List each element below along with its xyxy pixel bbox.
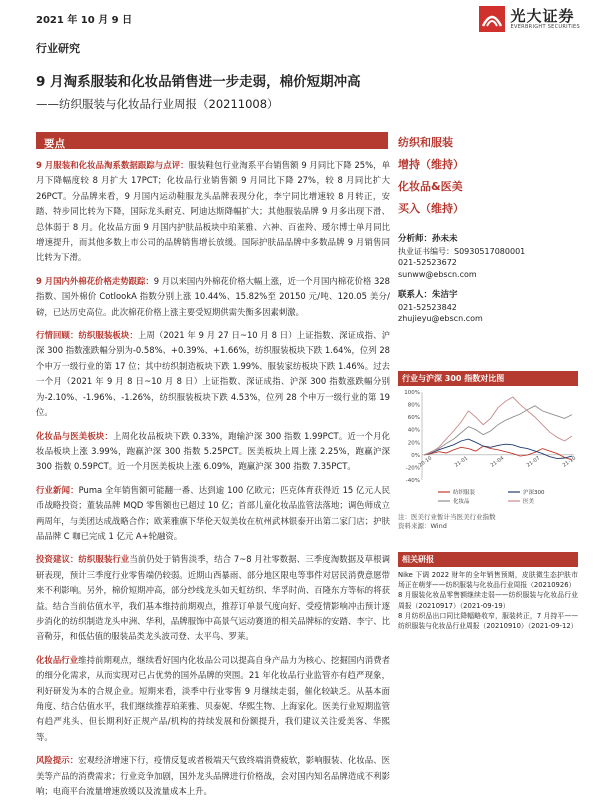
index-comparison-chart <box>398 388 578 510</box>
chart-data-source: 资料来源：Wind <box>398 522 447 530</box>
related-reports-title: 相关研报 <box>398 552 578 567</box>
report-subtitle: ——纺织服装与化妆品行业周报（20211008） <box>36 97 279 111</box>
paragraph-lead: 化妆品行业 <box>36 654 79 665</box>
paragraph-lead: 投资建议：纺织服装行业 <box>36 554 130 565</box>
legend-label: 医美 <box>523 499 535 505</box>
summary-paragraph <box>36 158 390 266</box>
series-line-沪深300 <box>424 439 572 459</box>
y-tick-label: 60% <box>407 415 420 422</box>
rating-value-textile: 增持（维持） <box>398 158 464 171</box>
paragraph-lead: 9 月国内外棉花价格走势跟踪： <box>36 275 154 286</box>
analyst-cert: 执业证书编号：S0930517080001 <box>398 246 526 256</box>
summary-paragraph <box>36 274 390 320</box>
paragraph-lead: 化妆品与医美板块： <box>36 430 113 441</box>
report-title: 9 月淘系服装和化妆品销售进一步走弱，棉价短期冲高 <box>36 74 361 90</box>
paragraph-text: 当前仍处于销售淡季，结合 7~8 月社零数据、三季度淘数据及草根调研表现，预计三季度行业零售端仍较弱。近期山西暴雨、部分地区限电等事件对居民消费意愿带来不利影响。另外，棉价短期冲高，部分纱线龙头如天虹纺织、华孚时尚、百隆东方等标的将获益。结合当前估值水平，我们基本维持前期观点，推荐订单景气度向好、受疫情影响冲击预计逐步消化的纺织制造龙头申洲、华利，品牌服饰中高景气运动赛道的相关品牌标的安踏、李宁、比音勒芬，和低估值的服装品类龙头波司登、太平鸟、罗莱。 <box>36 554 390 642</box>
legend-label: 化妆品 <box>453 499 470 505</box>
paragraph-lead: 9 月服装和化妆品淘系数据跟踪与点评： <box>36 160 189 170</box>
paragraph-lead: 风险提示： <box>36 755 79 766</box>
rating-sector-textile: 纺织和服装 <box>398 136 453 149</box>
y-tick-label: -20% <box>405 465 420 472</box>
legend-label: 纺织服装 <box>453 490 476 496</box>
chart-note: 注：医美行业暂计当医美行业指数 <box>398 513 496 521</box>
paragraph-text: 上周（2021 年 9 月 27 日~10 月 8 日）上证指数、深证成指、沪深 300 指数涨跌幅分别为-0.58%、+0.39%、+1.66%，纺织服装板块下跌 1.64%，位列 28 个申万一级行业的第 17 位；其中纺织制造板块下跌 1.99%、服装家纺板块下跌 1.46%。过去一个月（2021 年 9 月 8 日~10 月 8 日）上证指数、深证成指、沪深 300 指数涨跌幅分别为-2.10%、-1.96%、-1.26%，纺织服装板块下跌 4.53%，位列 28 个申万一级行业的第 19 位。 <box>36 330 390 418</box>
y-tick-label: 80% <box>407 402 420 409</box>
paragraph-text: Puma 全年销售额可能翻一番、达到逾 100 亿欧元；匹克体育获得近 15 亿元人民币战略投资；董装品牌 MQD 零售额也已超过 10 亿；首部儿童化妆品监管法落地；调色师成立两周年，与美团达成战略合作；欧莱雅旗下华伦天奴美妆在杭州武林银泰开出第二家门店；护肤品品牌 C 咖已完成 1 亿元 A+轮融资。 <box>36 484 391 541</box>
contact-email[interactable]: zhujieyu@ebscn.com <box>398 314 483 323</box>
paragraph-lead: 行情回顾：纺织服装板块： <box>36 330 138 341</box>
y-tick-label: 100% <box>404 390 420 396</box>
related-report-item[interactable]: 8 月纺织品出口同比降幅略收窄，服装转正，7 月持平——纺织服装与化妆品行业周报（20210910）（2021-09-12） <box>398 611 578 631</box>
y-tick-label: 20% <box>407 440 420 447</box>
everbright-logo-icon <box>479 6 505 32</box>
analyst-name: 分析师：孙未未 <box>398 234 458 244</box>
paragraph-text: 9 月以来国内外棉花价格大幅上涨，近一个月国内棉花价格 328 指数、国外棉价 CotlookA 指数分别上涨 10.44%、15.82%至 20150 元/吨、120.05 美分/磅，已达历史高位。此次棉花价格上涨主要受短期供需失衡多因素刺激。 <box>36 275 390 317</box>
rating-panel <box>398 132 578 220</box>
paragraph-text: 服装鞋包行业淘系平台销售额 9 月同比下降 25%，单月下降幅度较 8 月扩大 17PCT；化妆品行业销售额 9 月同比下降 27%，较 8 月同比扩大 26PCT。分品牌来看，9 月国内运动鞋服龙头品牌表现分化，李宁同比增速较 8 月转正，安踏、特步同比转为下降，国际龙头耐克、阿迪达斯降幅扩大；其他服装品牌 9 月多出现下滑、总体弱于 8 月。化妆品方面 9 月国内护肤品板块中珀莱雅、六神、百雀羚、瑷尔博士单月同比增速提升，而其他多数上市公司的品牌销售增长放缓。国际护肤品品牌中多数品牌 9 月销售同比转为下滑。 <box>36 160 390 263</box>
related-reports-list <box>398 570 578 631</box>
x-tick-label: 21-07 <box>525 455 542 469</box>
rating-sector-cosmetics: 化妆品&医美 <box>398 180 463 193</box>
analyst-panel <box>398 234 578 325</box>
paragraph-text: 宏观经济增速下行，疫情反复或者极端天气致终端消费疲软，影响服装、化妆品、医美等产品的消费需求；行业竞争加剧，国外龙头品牌进行价格战，会对国内知名品牌造成不利影响；电商平台流量增速放缓以及流量成本上升。 <box>36 755 391 797</box>
brand-logo <box>479 6 580 32</box>
chart-source <box>398 513 496 531</box>
analyst-phone: 021-52523672 <box>398 258 457 267</box>
summary-paragraph <box>36 552 390 644</box>
contact-name: 联系人：朱洁宇 <box>398 290 458 300</box>
chart-title: 行业与沪深 300 指数对比图 <box>398 371 578 386</box>
related-report-item[interactable]: Nike 下调 2022 财年的全年销售预期，皮肤微生态护肤市场正在萌芽——纺织服装与化妆品行业周报（20210926） <box>398 571 578 590</box>
rating-value-cosmetics: 买入（维持） <box>398 202 464 215</box>
summary-paragraph <box>36 653 390 745</box>
logo-text-en: EVERBRIGHT SECURITIES <box>510 24 580 30</box>
paragraph-text: 维持前期观点，继续看好国内化妆品公司以提高自身产品力为核心、挖掘国内消费者的细分化需求，从而实现对已占优势的国外品牌的突围。21 年化妆品行业监管亦有趋严现象，利好研发为本的合规企业。短期来看，淡季中行业零售 9 月继续走弱，催化较缺乏。从基本面角度、结合估值水平，我们继续推荐珀莱雅、贝泰妮、华熙生物、上海家化。医美行业短期监管有趋严兆头、但长期利好正规产品/机构的持续发展和份额提升，我们建议关注爱美客、华熙等。 <box>36 654 391 742</box>
x-tick-label: 21-01 <box>453 455 470 469</box>
series-line-医美 <box>424 397 572 455</box>
summary-paragraph <box>36 753 390 799</box>
related-report-item[interactable]: 8 月服装化妆品零售额继续走弱——纺织服装与化妆品行业周报（20210917）（2021-09-19） <box>398 591 578 610</box>
legend-label: 沪深300 <box>523 490 545 496</box>
analyst-email[interactable]: sunww@ebscn.com <box>398 269 477 279</box>
x-tick-label: 21-10 <box>561 455 578 469</box>
x-tick-label: 20-10 <box>417 455 434 469</box>
report-date: 2021 年 10 月 9 日 <box>36 15 133 26</box>
summary-paragraph <box>36 429 390 475</box>
y-tick-label: -40% <box>405 478 420 484</box>
x-tick-label: 21-04 <box>489 455 506 469</box>
summary-band <box>36 132 388 149</box>
paragraph-text: 上周化妆品板块下跌 0.33%，跑输沪深 300 指数 1.99PCT。近一个月化妆品板块上涨 3.99%，跑赢沪深 300 指数 5.25PCT。医美板块上周上涨 2.25%，跑赢沪深 300 指数 0.59PCT。近一个月医美板块上涨 6.09%，跑赢沪深 300 指数 7.35PCT。 <box>36 430 391 472</box>
logo-text: 光大证券 <box>510 7 575 25</box>
y-tick-label: 40% <box>407 427 420 434</box>
summary-paragraph <box>36 483 390 545</box>
summary-body <box>36 158 390 807</box>
paragraph-lead: 行业新闻： <box>36 484 79 495</box>
summary-band-label: 要点 <box>44 138 65 150</box>
summary-paragraph <box>36 328 390 420</box>
contact-phone: 021-52523842 <box>398 302 457 312</box>
report-category: 行业研究 <box>36 42 80 55</box>
y-tick-label: 0% <box>411 452 420 459</box>
